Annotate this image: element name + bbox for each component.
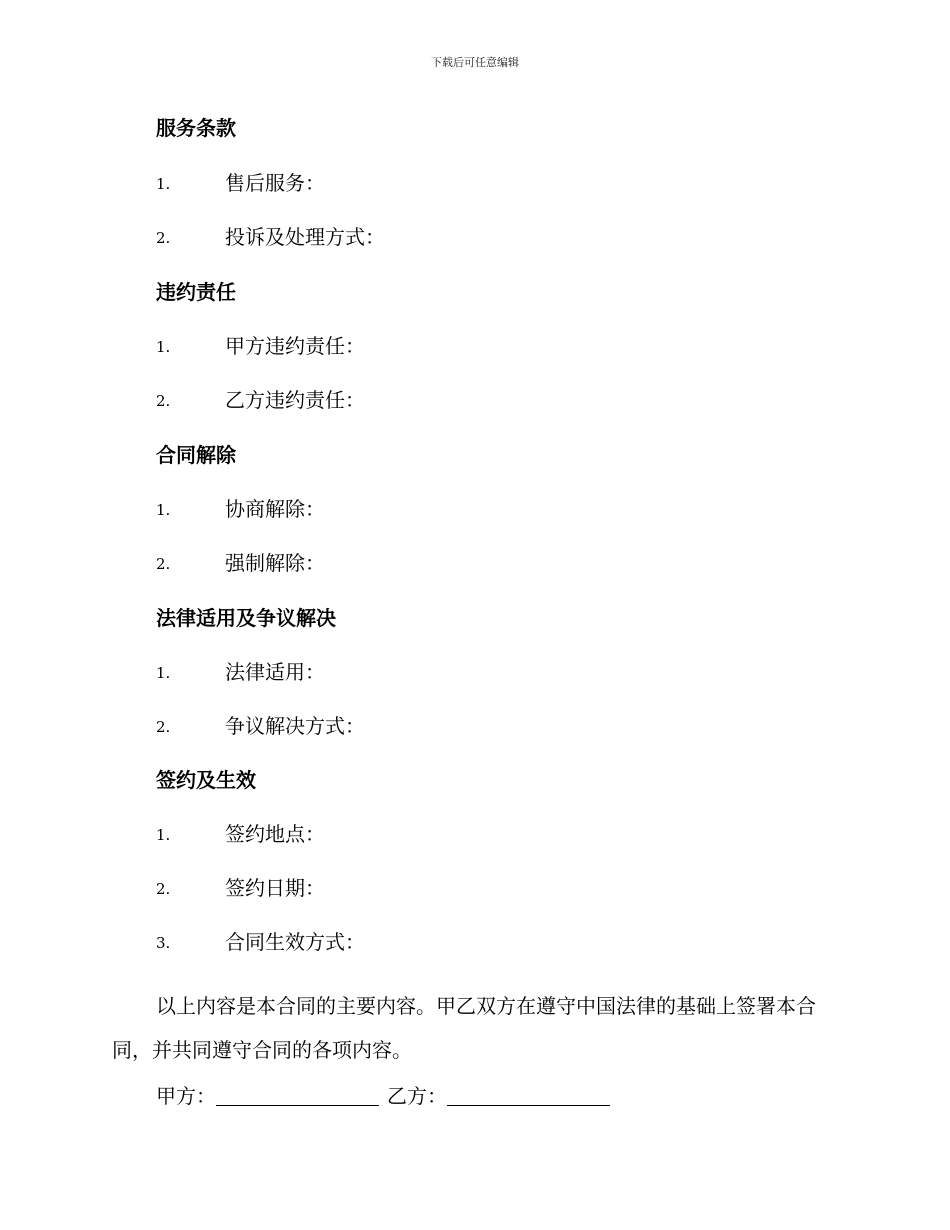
list-item-label: 售后服务：	[225, 171, 325, 195]
list-item-label: 甲方违约责任：	[225, 334, 365, 358]
list-item	[0, 929, 950, 955]
party-a-label: 甲方：	[156, 1084, 216, 1108]
list-item	[0, 170, 950, 196]
list-item	[0, 875, 950, 901]
list-item	[0, 224, 950, 250]
list-item-label: 强制解除：	[225, 551, 325, 575]
list-item-number: 2.	[156, 229, 171, 247]
party-a-signature-line	[216, 1083, 379, 1106]
list-item-label: 投诉及处理方式：	[225, 225, 385, 249]
section-heading-signing-and-effect: 签约及生效	[156, 768, 256, 792]
list-item-number: 1.	[156, 338, 171, 356]
party-b-label: 乙方：	[387, 1084, 447, 1108]
party-b-signature-line	[447, 1083, 610, 1106]
list-item-number: 1.	[156, 501, 171, 519]
list-item	[0, 713, 950, 739]
list-item	[0, 333, 950, 359]
list-item-number: 3.	[156, 934, 171, 952]
section-heading-service-terms: 服务条款	[156, 116, 236, 140]
list-item	[0, 387, 950, 413]
list-item-label: 法律适用：	[225, 660, 325, 684]
signature-row	[156, 1083, 618, 1109]
list-item-number: 2.	[156, 718, 171, 736]
list-item	[0, 550, 950, 576]
list-item-number: 1.	[156, 175, 171, 193]
list-item-number: 2.	[156, 880, 171, 898]
list-item-number: 2.	[156, 392, 171, 410]
list-item	[0, 659, 950, 685]
list-item-number: 1.	[156, 826, 171, 844]
list-item-label: 乙方违约责任：	[225, 388, 365, 412]
page-header-note: 下载后可任意编辑	[431, 56, 519, 69]
list-item	[0, 496, 950, 522]
closing-paragraph: 以上内容是本合同的主要内容。甲乙双方在遵守中国法律的基础上签署本合同，并共同遵守合同的各项内容。	[112, 994, 816, 1062]
section-heading-law-and-disputes: 法律适用及争议解决	[156, 606, 336, 630]
section-heading-breach-liability: 违约责任	[156, 280, 236, 304]
list-item-label: 签约地点：	[225, 822, 325, 846]
list-item-label: 协商解除：	[225, 497, 325, 521]
list-item-number: 1.	[156, 664, 171, 682]
list-item-number: 2.	[156, 555, 171, 573]
list-item-label: 争议解决方式：	[225, 714, 365, 738]
list-item-label: 签约日期：	[225, 876, 325, 900]
list-item	[0, 821, 950, 847]
section-heading-contract-termination: 合同解除	[156, 443, 236, 467]
list-item-label: 合同生效方式：	[225, 930, 365, 954]
